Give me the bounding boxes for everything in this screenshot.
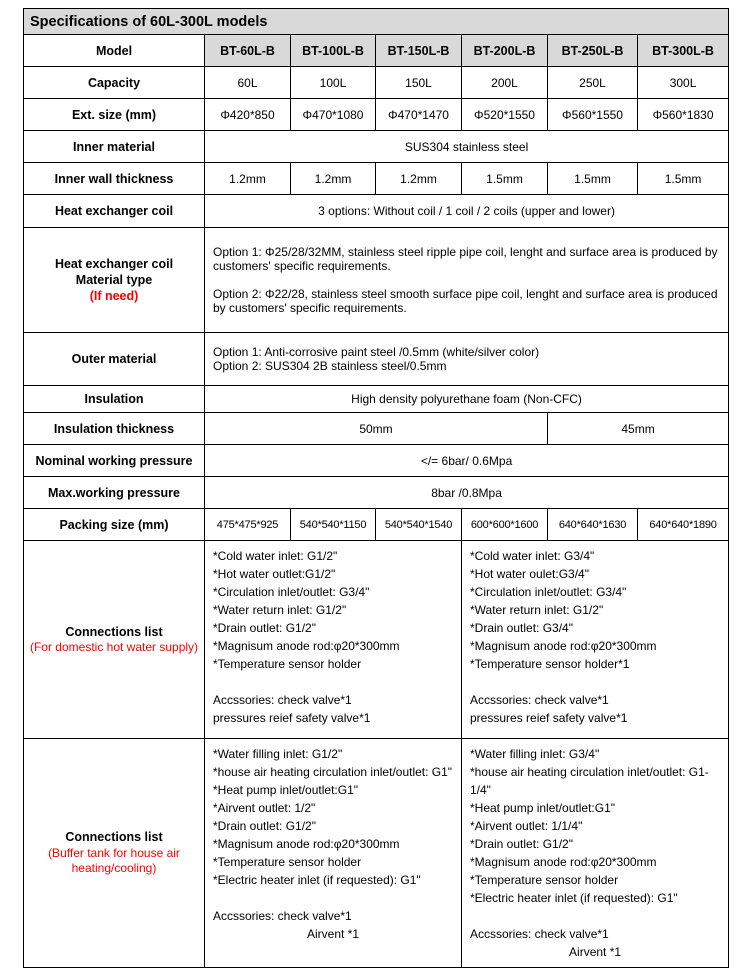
outer-material-option1: Option 1: Anti-corrosive paint steel /0.5mm (white/silver color) [213, 345, 540, 359]
inner-wall-row-label: Inner wall thickness [24, 163, 205, 195]
connections-domestic-label: Connections list [65, 624, 163, 639]
insulation-value: High density polyurethane foam (Non-CFC) [205, 386, 729, 413]
model-name: BT-200L-B [462, 35, 548, 67]
max-pressure-value: 8bar /0.8Mpa [205, 477, 729, 509]
inner-material-row-label: Inner material [24, 131, 205, 163]
ext-size-value: Φ420*850 [205, 99, 291, 131]
ext-size-value: Φ520*1550 [462, 99, 548, 131]
connections-buffer-left-airvent: Airvent *1 [306, 927, 360, 941]
packing-size-value: 640*640*1890 [638, 509, 729, 541]
row-ext-size [24, 99, 729, 131]
connections-buffer-row-label [24, 739, 205, 968]
insulation-thickness-row-label: Insulation thickness [24, 413, 205, 445]
coil-material-row-label [24, 228, 205, 333]
row-max-pressure [24, 477, 729, 509]
coil-row-label: Heat exchanger coil [24, 195, 205, 228]
row-insulation-thickness [24, 413, 729, 445]
spec-table [23, 8, 729, 968]
coil-material-label-line1: Heat exchanger coil [54, 256, 174, 271]
inner-wall-value: 1.2mm [205, 163, 291, 195]
row-nominal-pressure [24, 445, 729, 477]
connections-domestic-row-label [24, 541, 205, 739]
nominal-pressure-value: </= 6bar/ 0.6Mpa [205, 445, 729, 477]
inner-wall-value: 1.5mm [548, 163, 638, 195]
row-coil-material [24, 228, 729, 333]
model-row-label: Model [24, 35, 205, 67]
ext-size-row-label: Ext. size (mm) [24, 99, 205, 131]
insulation-thickness-left: 50mm [205, 413, 548, 445]
connections-domestic-right-lines: *Cold water inlet: G3/4" *Hot water oulet:G3/4" *Circulation inlet/outlet: G3/4" *Water return inlet: G1/2" *Drain outlet: G3/4" *Magnisum anode rod:φ20*300mm *Temperature sensor holder*1 Accssories: check valve*1 pressures reief safety valve*1 [470, 549, 657, 725]
row-outer-material [24, 333, 729, 386]
capacity-row-label: Capacity [24, 67, 205, 99]
capacity-value: 250L [548, 67, 638, 99]
capacity-value: 100L [291, 67, 376, 99]
packing-size-value: 640*640*1630 [548, 509, 638, 541]
connections-buffer-label: Connections list [65, 830, 163, 845]
ext-size-value: Φ470*1470 [376, 99, 462, 131]
title-row [24, 9, 729, 35]
packing-size-value: 475*475*925 [205, 509, 291, 541]
connections-domestic-left-lines: *Cold water inlet: G1/2" *Hot water outlet:G1/2" *Circulation inlet/outlet: G3/4" *Water return inlet: G1/2" *Drain outlet: G1/2" *Magnisum anode rod:φ20*300mm *Temperature sensor holder Accssories: check valve*1 pressures reief safety valve*1 [213, 549, 400, 725]
connections-buffer-left [205, 739, 462, 968]
row-model [24, 35, 729, 67]
capacity-value: 200L [462, 67, 548, 99]
connections-buffer-label-note: (Buffer tank for house air heating/cooling) [48, 845, 180, 876]
outer-material-options [205, 333, 729, 386]
model-name: BT-300L-B [638, 35, 729, 67]
connections-buffer-right-lines: *Water filling inlet: G3/4" *house air heating circulation inlet/outlet: G1-1/4" *Heat pump inlet/outlet:G1" *Airvent outlet: 1/1/4" *Drain outlet: G1/2" *Magnisum anode rod:φ20*300mm *Temperature sensor holder *Electric heater inlet (if requested): G1" Accssories: check valve*1 [470, 747, 709, 941]
inner-wall-value: 1.2mm [291, 163, 376, 195]
connections-buffer-right-airvent: Airvent *1 [569, 945, 622, 959]
coil-material-options [205, 228, 729, 333]
coil-options-value: 3 options: Without coil / 1 coil / 2 coils (upper and lower) [205, 195, 729, 228]
model-name: BT-100L-B [291, 35, 376, 67]
ext-size-value: Φ560*1550 [548, 99, 638, 131]
inner-material-value: SUS304 stainless steel [205, 131, 729, 163]
insulation-thickness-right: 45mm [548, 413, 729, 445]
packing-size-row-label: Packing size (mm) [24, 509, 205, 541]
model-name: BT-150L-B [376, 35, 462, 67]
connections-buffer-left-lines: *Water filling inlet: G1/2" *house air heating circulation inlet/outlet: G1" *Heat pump inlet/outlet:G1" *Airvent outlet: 1/2" *Drain outlet: G1/2" *Magnisum anode rod:φ20*300mm *Temperature sensor holder *Electric heater inlet (if requested): G1" Accssories: check valve*1 [213, 747, 453, 923]
connections-buffer-right [462, 739, 729, 968]
row-inner-material [24, 131, 729, 163]
coil-material-label-line2: Material type [75, 272, 153, 287]
nominal-pressure-row-label: Nominal working pressure [24, 445, 205, 477]
inner-wall-value: 1.2mm [376, 163, 462, 195]
ext-size-value: Φ470*1080 [291, 99, 376, 131]
capacity-value: 60L [205, 67, 291, 99]
connections-domestic-right [462, 541, 729, 739]
row-inner-wall [24, 163, 729, 195]
capacity-value: 300L [638, 67, 729, 99]
packing-size-value: 540*540*1540 [376, 509, 462, 541]
inner-wall-value: 1.5mm [462, 163, 548, 195]
connections-domestic-left [205, 541, 462, 739]
outer-material-row-label: Outer material [24, 333, 205, 386]
row-connections-domestic [24, 541, 729, 739]
max-pressure-row-label: Max.working pressure [24, 477, 205, 509]
model-name: BT-250L-B [548, 35, 638, 67]
row-packing-size [24, 509, 729, 541]
connections-domestic-label-note: (For domestic hot water supply) [29, 639, 199, 654]
coil-material-label-note: (If need) [89, 289, 139, 304]
coil-material-option1: Option 1: Φ25/28/32MM, stainless steel ripple pipe coil, lenght and surface area is produced by customers' specific requirements. [213, 245, 718, 273]
inner-wall-value: 1.5mm [638, 163, 729, 195]
outer-material-option2: Option 2: SUS304 2B stainless steel/0.5mm [213, 359, 447, 373]
capacity-value: 150L [376, 67, 462, 99]
row-coil [24, 195, 729, 228]
packing-size-value: 600*600*1600 [462, 509, 548, 541]
packing-size-value: 540*540*1150 [291, 509, 376, 541]
page-title: Specifications of 60L-300L models [24, 9, 729, 35]
row-capacity [24, 67, 729, 99]
row-connections-buffer [24, 739, 729, 968]
insulation-row-label: Insulation [24, 386, 205, 413]
model-name: BT-60L-B [205, 35, 291, 67]
ext-size-value: Φ560*1830 [638, 99, 729, 131]
row-insulation [24, 386, 729, 413]
coil-material-option2: Option 2: Φ22/28, stainless steel smooth surface pipe coil, lenght and surface area is produced by customers' specific requirements. [213, 287, 718, 315]
